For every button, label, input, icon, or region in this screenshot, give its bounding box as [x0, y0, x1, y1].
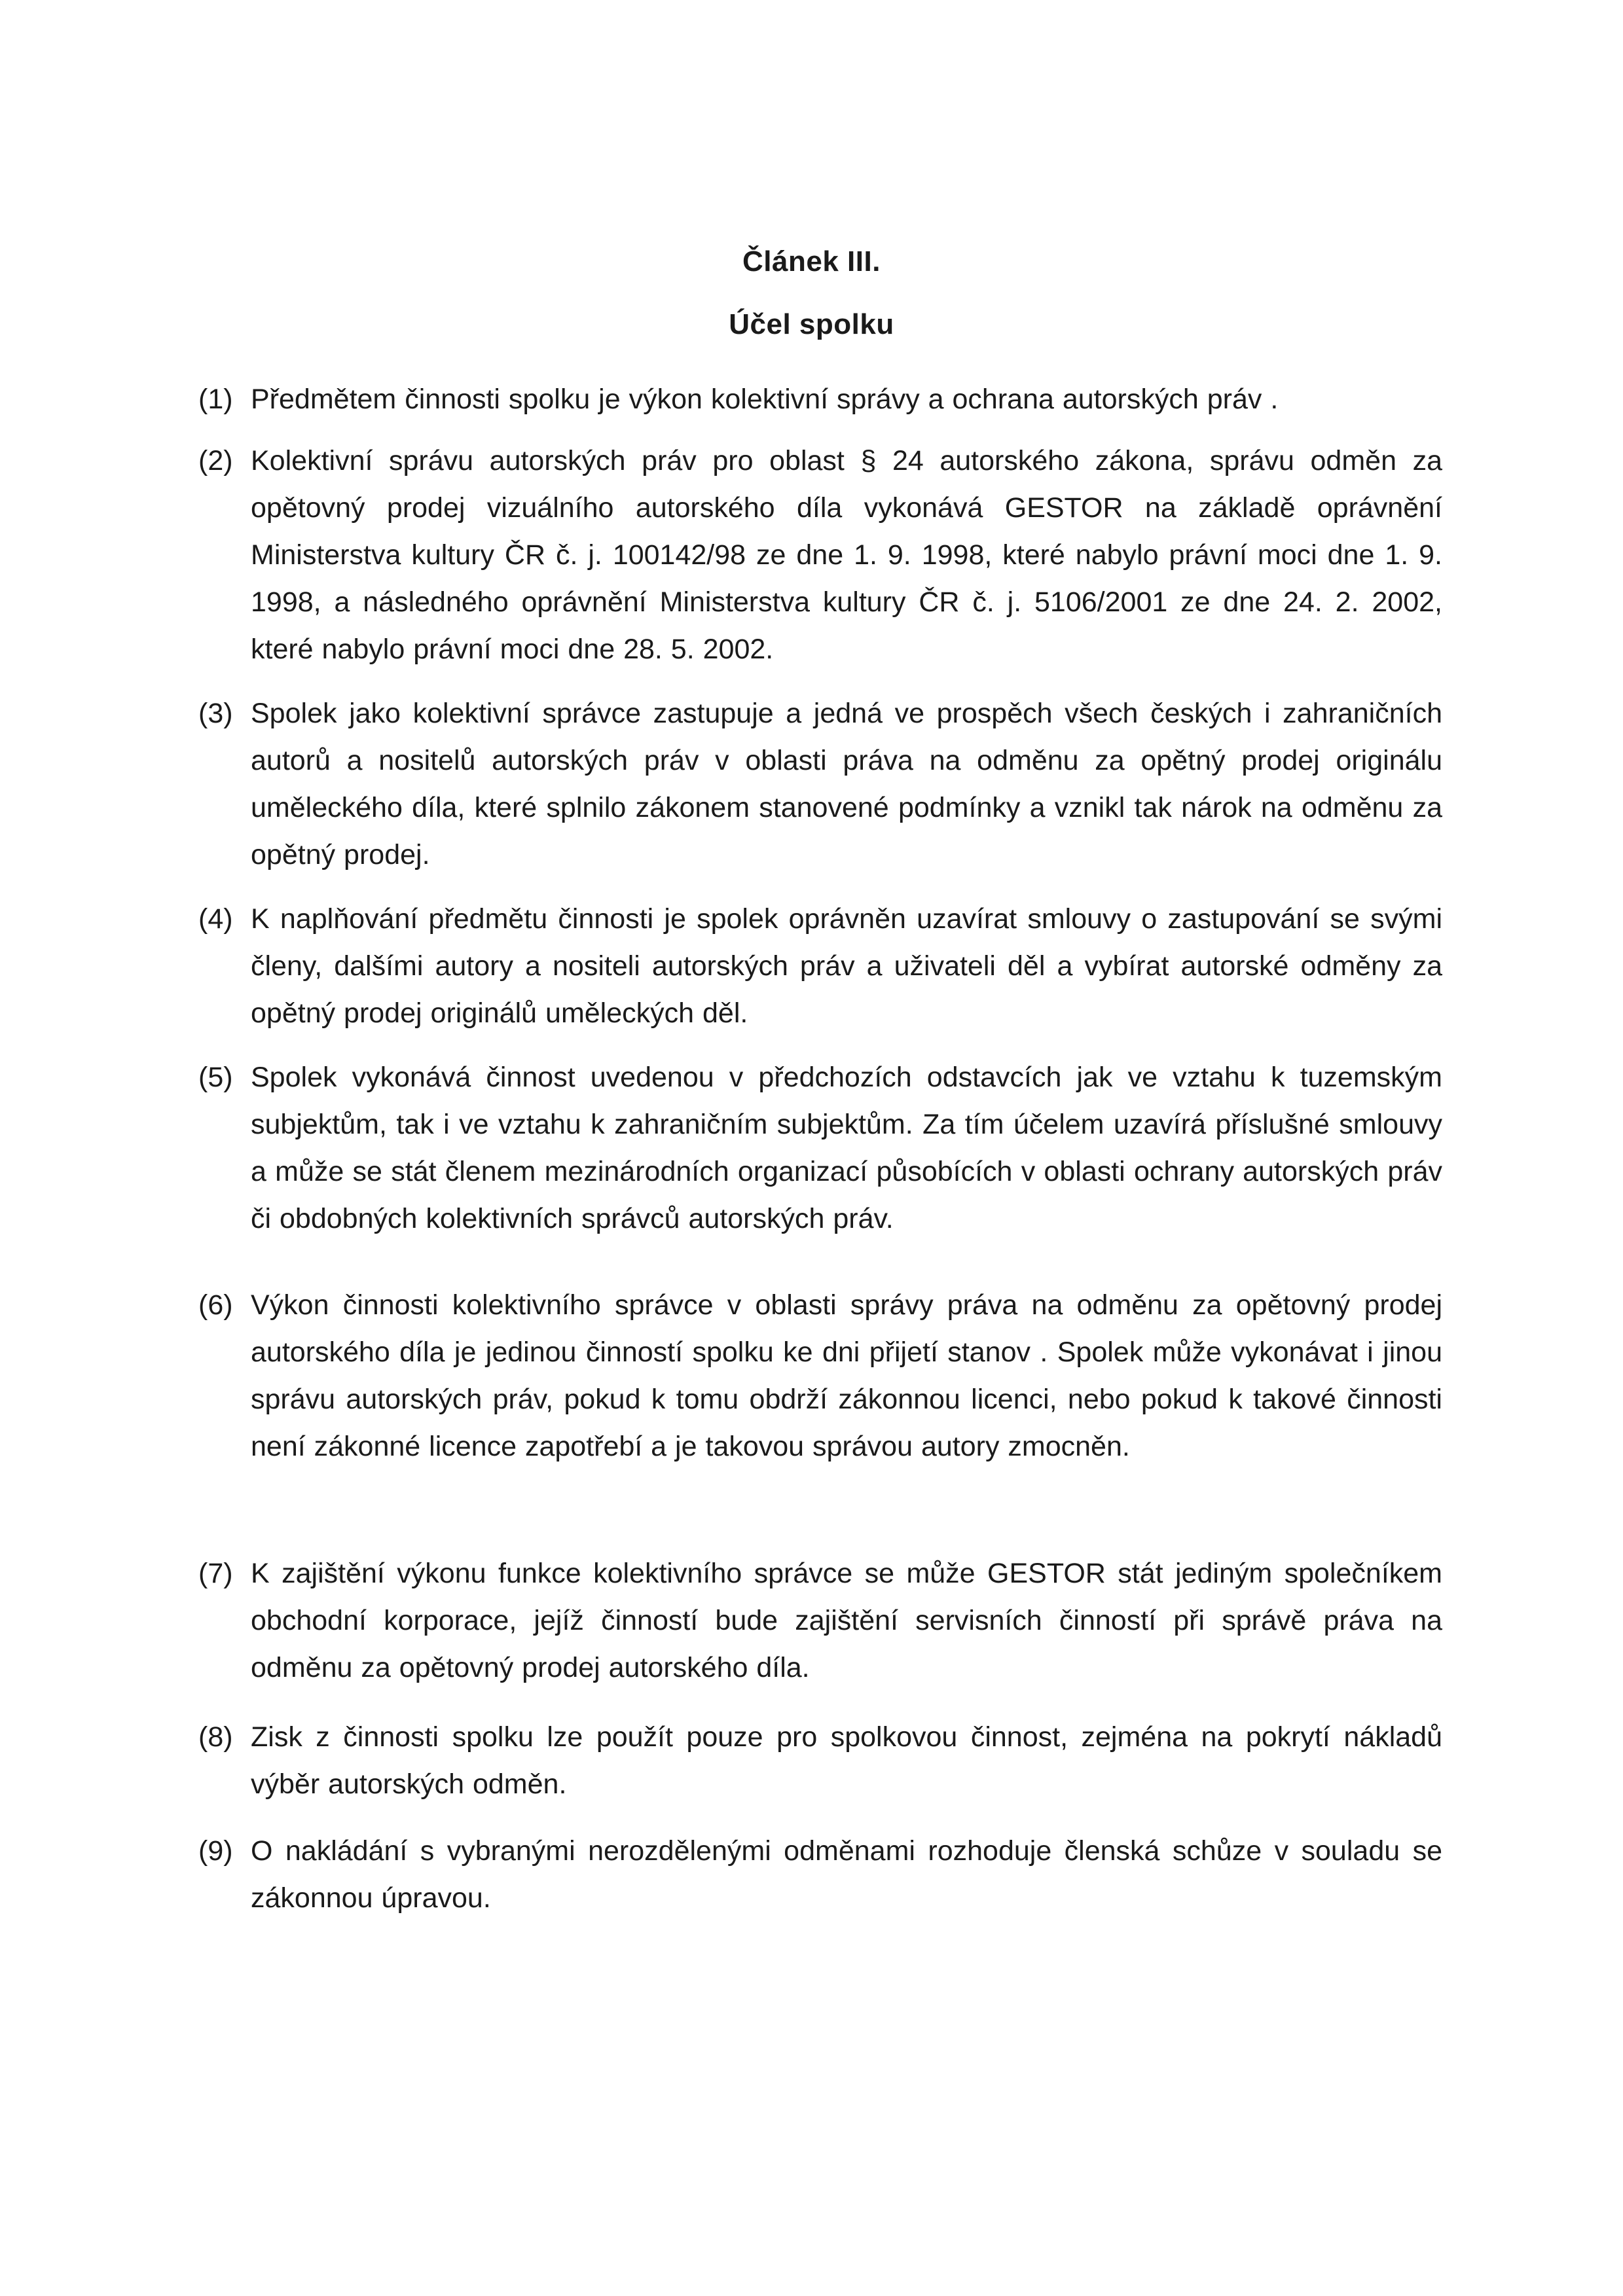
paragraph-text: Spolek vykonává činnost uvedenou v předchozích odstavcích jak ve vztahu k tuzemským subjektům, tak i ve vztahu k zahraničním subjektům. Za tím účelem uzavírá příslušné smlouvy a může se stát členem mezinárodních organizací působících v oblasti ochrany autorských práv či obdobných kolektivních správců autorských práv. [251, 1062, 1442, 1234]
paragraph-text: O nakládání s vybranými nerozdělenými odměnami rozhoduje členská schůze v souladu se zákonnou úpravou. [251, 1835, 1442, 1914]
paragraph-number: (9) [198, 1835, 233, 1867]
paragraph-text: Spolek jako kolektivní správce zastupuje a jedná ve prospěch všech českých i zahraničních autorů a nositelů autorských práv v oblasti práva na odměnu za opětný prodej originálu uměleckého díla, které splnilo zákonem stanovené podmínky a vznikl tak nárok na odměnu za opětný prodej. [251, 698, 1442, 870]
paragraph-3 [198, 690, 1442, 878]
paragraph-text: K naplňování předmětu činnosti je spolek oprávněn uzavírat smlouvy o zastupování se svými členy, dalšími autory a nositeli autorských práv a uživateli děl a vybírat autorské odměny za opětný prodej originálů uměleckých děl. [251, 903, 1442, 1029]
paragraph-text: Výkon činnosti kolektivního správce v oblasti správy práva na odměnu za opětovný prodej autorského díla je jedinou činností spolku ke dni přijetí stanov . Spolek může vykonávat i jinou správu autorských práv, pokud k tomu obdrží zákonnou licenci, nebo pokud k takové činnosti není zákonné licence zapotřebí a je takovou správou autory zmocněn. [251, 1289, 1442, 1462]
article-title: Účel spolku [729, 308, 894, 340]
paragraph-6 [198, 1282, 1442, 1470]
paragraph-7 [198, 1550, 1442, 1691]
paragraph-number: (8) [198, 1721, 233, 1753]
paragraph-number: (7) [198, 1558, 233, 1589]
paragraph-1 [198, 376, 1442, 423]
paragraph-number: (1) [198, 384, 233, 415]
paragraph-5 [198, 1054, 1442, 1242]
paragraph-number: (3) [198, 698, 233, 729]
paragraph-text: Předmětem činnosti spolku je výkon kolektivní správy a ochrana autorských práv . [251, 384, 1279, 415]
paragraph-number: (4) [198, 903, 233, 935]
article-number: Článek III. [742, 245, 881, 278]
paragraph-text: Kolektivní správu autorských práv pro oblast § 24 autorského zákona, správu odměn za opětovný prodej vizuálního autorského díla vykonává GESTOR na základě oprávnění Ministerstva kultury ČR č. j. 100142/98 ze dne 1. 9. 1998, které nabylo právní moci dne 1. 9. 1998, a následného oprávnění Ministerstva kultury ČR č. j. 5106/2001 ze dne 24. 2. 2002, které nabylo právní moci dne 28. 5. 2002. [251, 445, 1442, 665]
paragraph-number: (5) [198, 1062, 233, 1093]
paragraph-text: Zisk z činnosti spolku lze použít pouze pro spolkovou činnost, zejména na pokrytí nákladů výběr autorských odměn. [251, 1721, 1442, 1800]
paragraph-2 [198, 437, 1442, 673]
paragraph-9 [198, 1827, 1442, 1922]
paragraph-text: K zajištění výkonu funkce kolektivního správce se může GESTOR stát jediným společníkem obchodní korporace, jejíž činností bude zajištění servisních činností při správě práva na odměnu za opětovný prodej autorského díla. [251, 1558, 1442, 1683]
paragraph-number: (6) [198, 1289, 233, 1321]
paragraph-number: (2) [198, 445, 233, 476]
paragraph-8 [198, 1713, 1442, 1808]
paragraph-4 [198, 895, 1442, 1037]
